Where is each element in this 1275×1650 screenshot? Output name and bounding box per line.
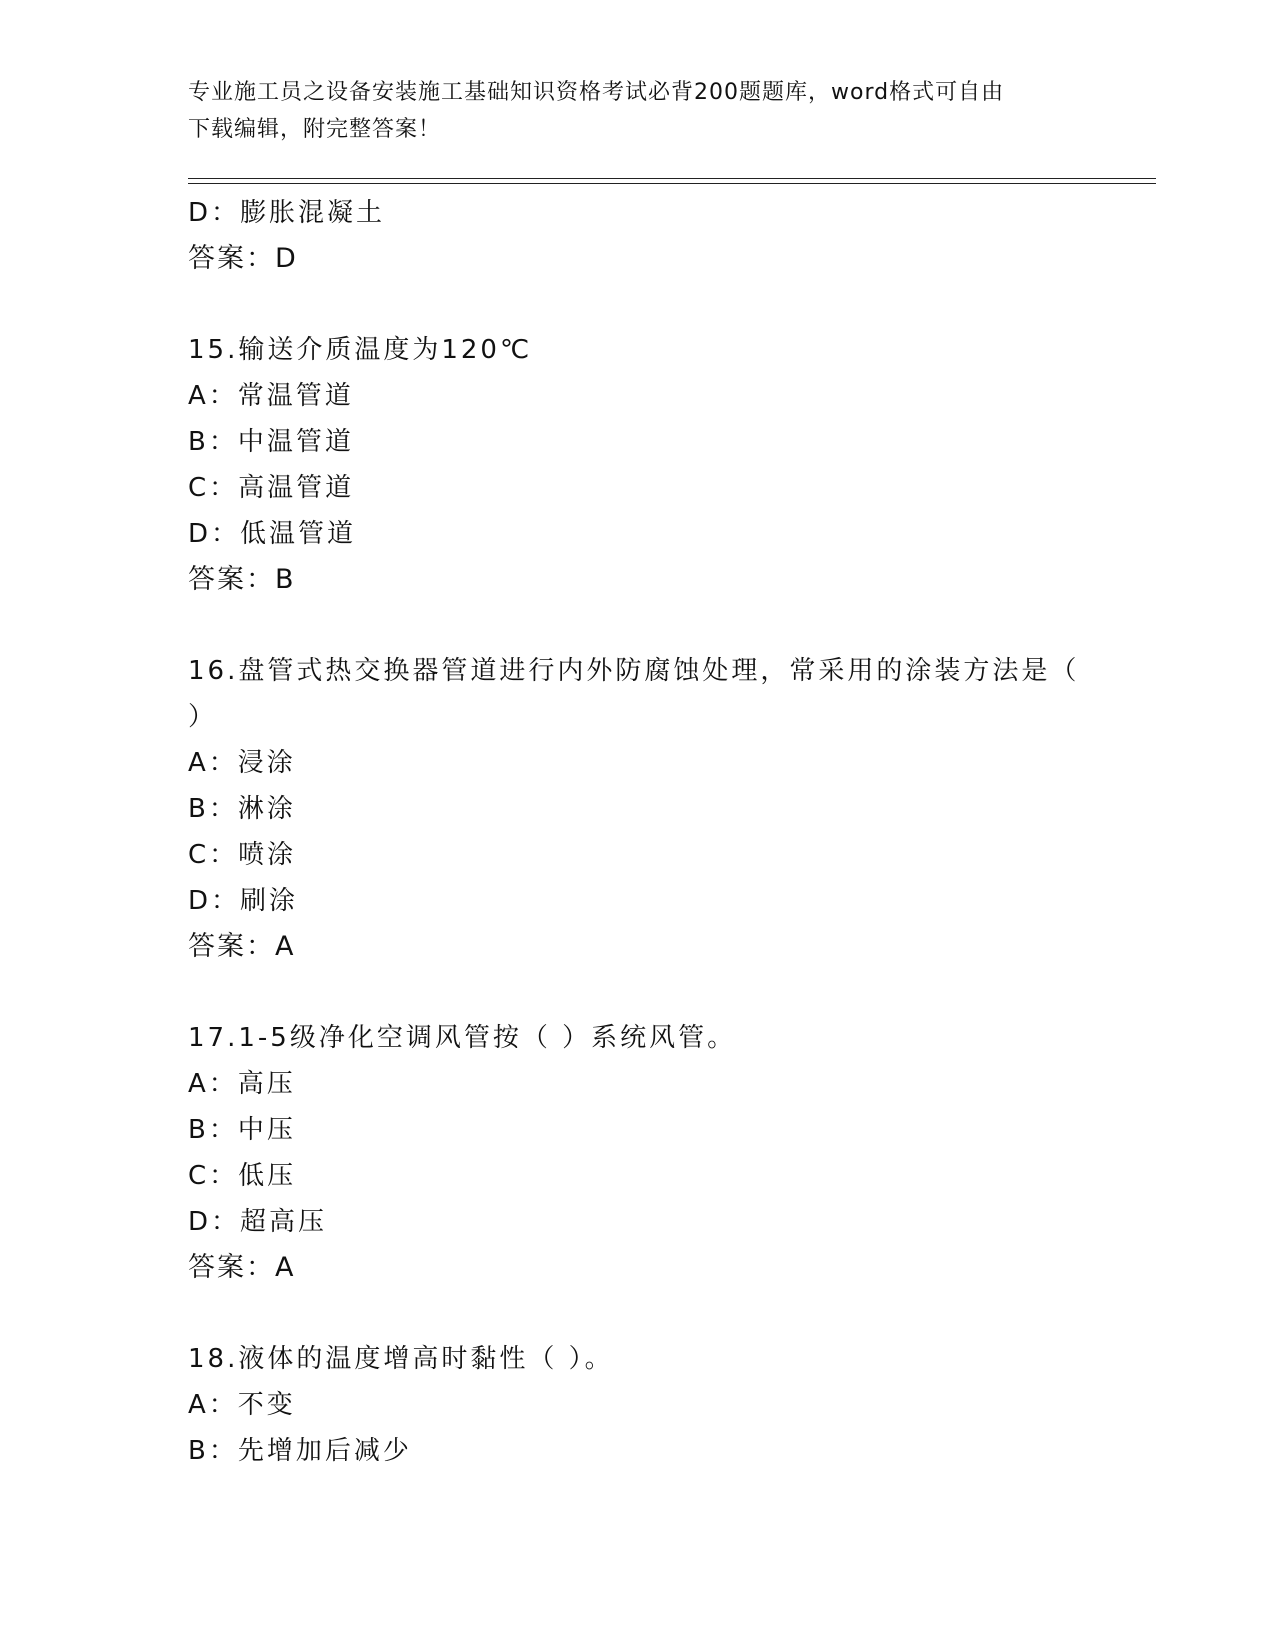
spacer (188, 603, 1088, 648)
question-18 (188, 1336, 1088, 1474)
answer-line: 答案：A (188, 931, 296, 962)
header-title-line-2: 下载编辑，附完整答案！ (188, 117, 442, 142)
spacer (188, 970, 1088, 1015)
option-a: A：不变 (188, 1390, 296, 1420)
answer-line: 答案：A (188, 1252, 296, 1283)
question-17 (188, 1015, 1088, 1291)
option-a: A：浸涂 (188, 748, 296, 778)
option-b: B：中温管道 (188, 427, 354, 457)
option-d: D：膨胀混凝土 (188, 198, 386, 228)
header-title-line-1: 专业施工员之设备安装施工基础知识资格考试必背200题题库，word格式可自由 (188, 80, 1005, 105)
question-list (188, 190, 1088, 1474)
option-d: D：低温管道 (188, 519, 357, 549)
question-16 (188, 648, 1088, 970)
answer-line: 答案：B (188, 564, 296, 595)
header-divider-bottom (188, 183, 1156, 184)
question-stem: 18.液体的温度增高时黏性（ ）。 (188, 1344, 614, 1374)
option-b: B：淋涂 (188, 794, 296, 824)
question-15 (188, 327, 1088, 603)
option-b: B：中压 (188, 1115, 296, 1145)
spacer (188, 1291, 1088, 1336)
question-stem: 15.输送介质温度为120℃ (188, 335, 533, 365)
header-divider-top (188, 178, 1156, 179)
question-stem: 17.1-5级净化空调风管按（ ）系统风管。 (188, 1023, 737, 1053)
option-d: D：刷涂 (188, 886, 299, 916)
question-14-tail (188, 190, 1088, 282)
option-c: C：喷涂 (188, 840, 297, 870)
option-a: A：常温管道 (188, 381, 354, 411)
question-stem-continuation: ） (188, 702, 218, 732)
option-c: C：高温管道 (188, 473, 355, 503)
document-header (188, 74, 1088, 148)
answer-line: 答案：D (188, 243, 298, 274)
option-c: C：低压 (188, 1161, 297, 1191)
option-a: A：高压 (188, 1069, 296, 1099)
option-b: B：先增加后减少 (188, 1436, 412, 1466)
question-stem: 16.盘管式热交换器管道进行内外防腐蚀处理，常采用的涂装方法是（ (188, 656, 1080, 686)
spacer (188, 282, 1088, 327)
option-d: D：超高压 (188, 1207, 328, 1237)
